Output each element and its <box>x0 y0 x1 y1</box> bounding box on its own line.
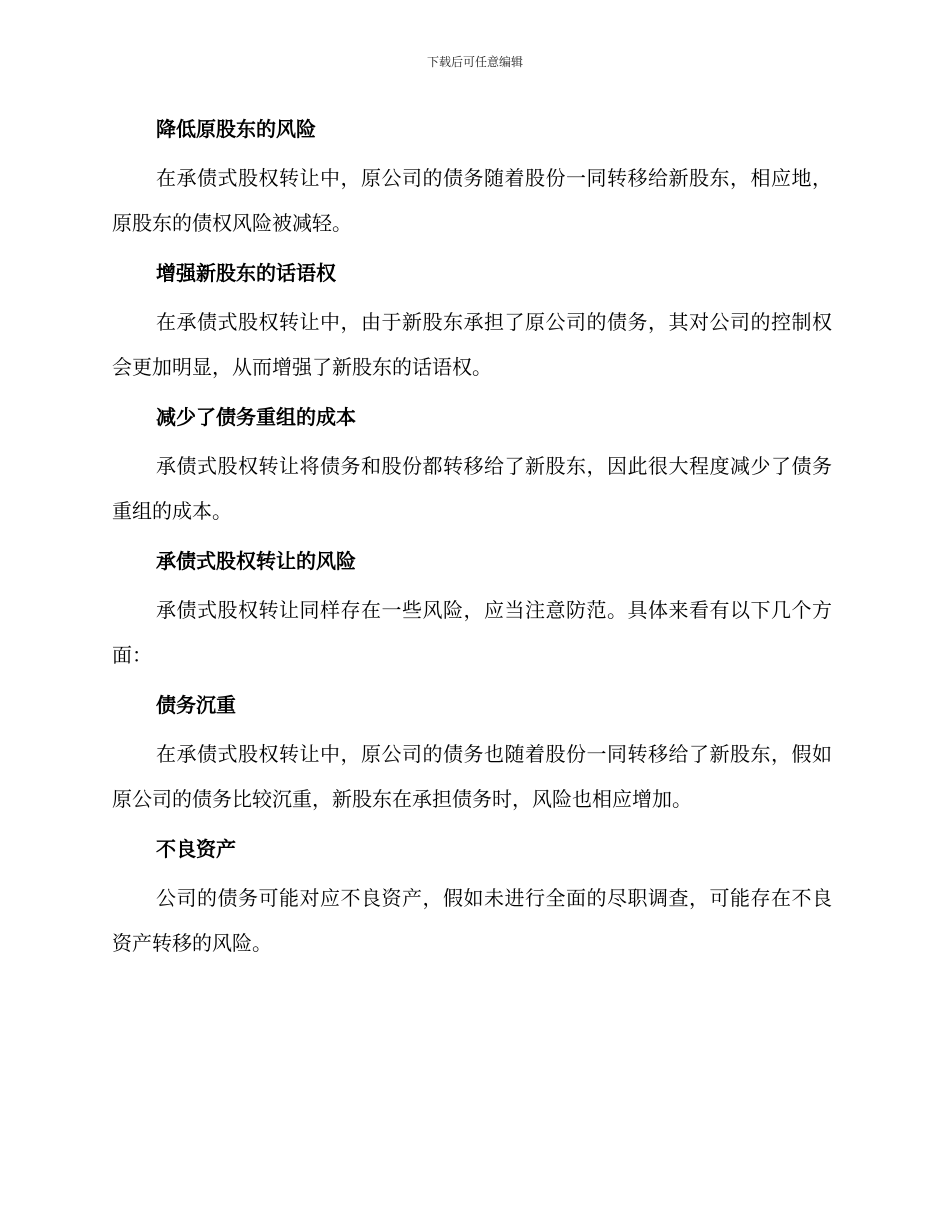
section-paragraph: 在承债式股权转让中，原公司的债务随着股份一同转移给新股东，相应地，原股东的债权风险被减轻。 <box>112 166 832 235</box>
section-paragraph: 在承债式股权转让中，由于新股东承担了原公司的债务，其对公司的控制权会更加明显，从而增强了新股东的话语权。 <box>112 310 832 379</box>
section-heading: 承债式股权转让的风险 <box>156 549 356 573</box>
section-paragraph: 承债式股权转让将债务和股份都转移给了新股东，因此很大程度减少了债务重组的成本。 <box>112 454 832 523</box>
section-heading: 增强新股东的话语权 <box>156 261 336 285</box>
section-heading: 不良资产 <box>156 837 236 861</box>
section-heading: 降低原股东的风险 <box>156 117 316 141</box>
document-body <box>112 112 832 976</box>
section-heading: 债务沉重 <box>156 693 236 717</box>
section-paragraph: 承债式股权转让同样存在一些风险，应当注意防范。具体来看有以下几个方面： <box>112 598 832 667</box>
section-paragraph: 在承债式股权转让中，原公司的债务也随着股份一同转移给了新股东，假如原公司的债务比较沉重，新股东在承担债务时，风险也相应增加。 <box>112 742 832 811</box>
section-paragraph: 公司的债务可能对应不良资产，假如未进行全面的尽职调查，可能存在不良资产转移的风险。 <box>112 886 832 955</box>
section-heading: 减少了债务重组的成本 <box>156 405 356 429</box>
page-header: 下载后可任意编辑 <box>426 55 523 69</box>
